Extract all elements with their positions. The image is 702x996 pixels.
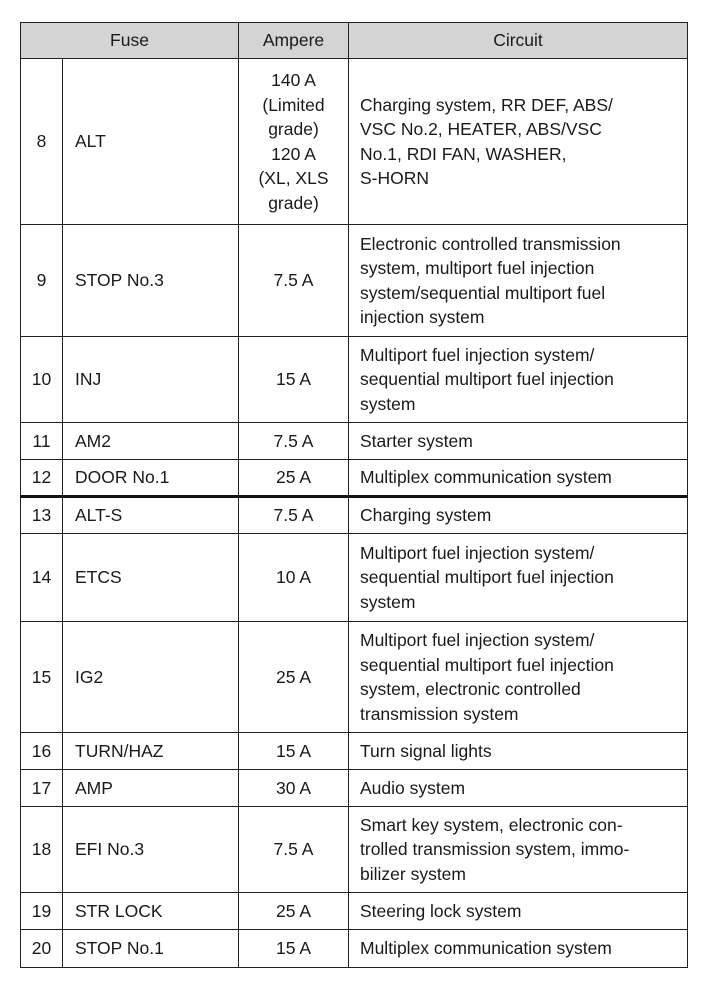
ampere-line: 15 A <box>275 740 312 761</box>
fuse-number: 10 <box>21 337 63 423</box>
fuse-number: 17 <box>21 770 63 807</box>
table-row <box>21 59 688 225</box>
ampere-cell <box>239 893 349 930</box>
circuit-line: system/sequential multiport fuel <box>360 282 606 303</box>
ampere-cell <box>239 770 349 807</box>
circuit-line: Audio system <box>360 777 466 798</box>
fuse-number: 14 <box>21 534 63 622</box>
ampere-cell <box>239 534 349 622</box>
circuit-cell <box>349 807 688 893</box>
circuit-line: Multiport fuel injection system/ <box>360 630 595 650</box>
circuit-line: system <box>360 591 416 612</box>
fuse-number: 16 <box>21 733 63 770</box>
table-row <box>21 534 688 622</box>
circuit-cell <box>349 460 688 497</box>
circuit-line: trolled transmission system, immo- <box>360 839 630 860</box>
fuse-number: 15 <box>21 622 63 733</box>
ampere-cell <box>239 460 349 497</box>
circuit-line: Charging system, RR DEF, ABS/ <box>360 94 613 115</box>
ampere-line: 120 A <box>271 143 316 164</box>
ampere-line: (Limited <box>262 94 325 115</box>
fuse-name: STR LOCK <box>63 893 239 930</box>
fuse-name: TURN/HAZ <box>63 733 239 770</box>
ampere-line: 15 A <box>275 938 312 959</box>
circuit-cell <box>349 337 688 423</box>
circuit-cell <box>349 770 688 807</box>
fuse-number: 11 <box>21 423 63 460</box>
ampere-cell <box>239 497 349 534</box>
ampere-line: 7.5 A <box>273 839 314 860</box>
ampere-line: 25 A <box>275 467 312 488</box>
circuit-line: No.1, RDI FAN, WASHER, <box>360 143 567 164</box>
circuit-cell <box>349 534 688 622</box>
table-row <box>21 497 688 534</box>
circuit-line: Multiplex communication system <box>360 467 612 488</box>
ampere-line: (XL, XLS <box>258 168 329 188</box>
header-row <box>21 23 688 59</box>
ampere-line: 25 A <box>275 900 312 921</box>
circuit-cell <box>349 893 688 930</box>
ampere-line: 10 A <box>275 567 312 588</box>
fuse-table <box>20 22 688 968</box>
circuit-line: Multiplex communication system <box>360 938 612 959</box>
ampere-cell <box>239 225 349 337</box>
fuse-name: STOP No.3 <box>63 225 239 337</box>
circuit-line: sequential multiport fuel injection <box>360 654 614 675</box>
fuse-number: 8 <box>21 59 63 225</box>
table-row <box>21 225 688 337</box>
circuit-cell <box>349 497 688 534</box>
table-row <box>21 733 688 770</box>
ampere-line: 7.5 A <box>273 430 314 451</box>
circuit-cell <box>349 225 688 337</box>
circuit-line: Steering lock system <box>360 900 522 921</box>
circuit-line: VSC No.2, HEATER, ABS/VSC <box>360 119 602 139</box>
table-row <box>21 337 688 423</box>
header-fuse: Fuse <box>21 23 239 59</box>
circuit-line: Charging system <box>360 505 492 526</box>
ampere-line: 15 A <box>275 369 312 390</box>
circuit-cell <box>349 930 688 968</box>
ampere-cell <box>239 622 349 733</box>
circuit-line: Starter system <box>360 430 473 451</box>
circuit-line: S-HORN <box>360 168 430 188</box>
fuse-name: AM2 <box>63 423 239 460</box>
circuit-line: Multiport fuel injection system/ <box>360 344 595 365</box>
fuse-number: 19 <box>21 893 63 930</box>
fuse-number: 20 <box>21 930 63 968</box>
circuit-cell <box>349 622 688 733</box>
fuse-name: AMP <box>63 770 239 807</box>
ampere-cell <box>239 930 349 968</box>
ampere-line: 7.5 A <box>273 505 314 526</box>
fuse-name: EFI No.3 <box>63 807 239 893</box>
table-row <box>21 893 688 930</box>
fuse-name: ALT <box>63 59 239 225</box>
fuse-name: ALT-S <box>63 497 239 534</box>
ampere-line: 30 A <box>275 777 312 798</box>
table-row <box>21 930 688 968</box>
circuit-line: system <box>360 393 416 414</box>
circuit-line: bilizer system <box>360 863 466 884</box>
circuit-line: injection system <box>360 307 485 327</box>
fuse-name: DOOR No.1 <box>63 460 239 497</box>
header-circuit: Circuit <box>349 23 688 59</box>
ampere-cell <box>239 59 349 225</box>
circuit-cell <box>349 733 688 770</box>
circuit-line: transmission system <box>360 703 519 724</box>
fuse-name: INJ <box>63 337 239 423</box>
ampere-cell <box>239 337 349 423</box>
fuse-number: 18 <box>21 807 63 893</box>
table-row <box>21 460 688 497</box>
circuit-line: sequential multiport fuel injection <box>360 567 614 588</box>
circuit-line: Multiport fuel injection system/ <box>360 542 595 563</box>
circuit-line: sequential multiport fuel injection <box>360 369 614 390</box>
header-ampere: Ampere <box>239 23 349 59</box>
table-row <box>21 770 688 807</box>
fuse-number: 9 <box>21 225 63 337</box>
circuit-line: Electronic controlled transmission <box>360 233 621 254</box>
ampere-line: 25 A <box>275 666 312 687</box>
circuit-line: system, multiport fuel injection <box>360 258 595 278</box>
table-row <box>21 423 688 460</box>
fuse-name: ETCS <box>63 534 239 622</box>
ampere-cell <box>239 423 349 460</box>
ampere-cell <box>239 733 349 770</box>
fuse-name: STOP No.1 <box>63 930 239 968</box>
fuse-number: 12 <box>21 460 63 497</box>
fuse-name: IG2 <box>63 622 239 733</box>
circuit-cell <box>349 423 688 460</box>
circuit-line: Turn signal lights <box>360 740 492 761</box>
ampere-line: 140 A <box>271 70 316 90</box>
table-row <box>21 807 688 893</box>
circuit-cell <box>349 59 688 225</box>
circuit-line: system, electronic controlled <box>360 679 581 699</box>
ampere-line: 7.5 A <box>273 270 314 291</box>
fuse-number: 13 <box>21 497 63 534</box>
circuit-line: Smart key system, electronic con- <box>360 814 623 835</box>
ampere-line: grade) <box>268 119 319 139</box>
table-row <box>21 622 688 733</box>
ampere-cell <box>239 807 349 893</box>
ampere-line: grade) <box>268 192 319 213</box>
